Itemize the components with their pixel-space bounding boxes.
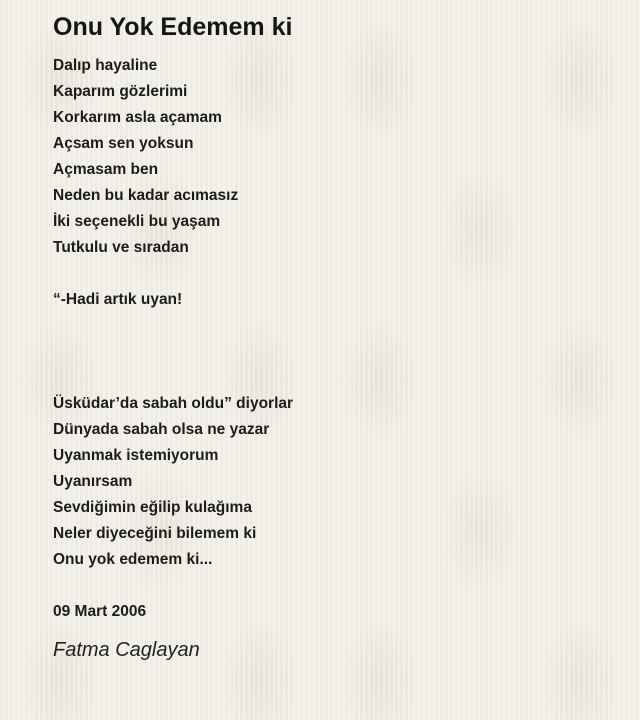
poem-author: Fatma Caglayan [53, 639, 200, 661]
poem-line: Uyanırsam [53, 473, 133, 490]
poem-line: Üsküdar’da sabah oldu” diyorlar [53, 395, 294, 412]
poem-line: Neler diyeceğini bilemem ki [53, 525, 257, 542]
poem-date: 09 Mart 2006 [53, 603, 147, 620]
stanza-2 [53, 287, 613, 313]
poem-line: Kaparım gözlerimi [53, 83, 188, 100]
poem-line: Neden bu kadar acımasız [53, 187, 239, 204]
stanza-3 [53, 391, 613, 573]
stanza-break [53, 261, 613, 287]
poem-line: Onu yok edemem ki... [53, 551, 213, 568]
stanza-break-large [53, 313, 613, 391]
stanza-1 [53, 53, 613, 261]
poem-body [53, 53, 613, 573]
poem-line: İki seçenekli bu yaşam [53, 213, 221, 230]
poem-page [53, 12, 613, 663]
poem-line: Sevdiğimin eğilip kulağıma [53, 499, 252, 516]
poem-line: Korkarım asla açamam [53, 109, 222, 126]
poem-line: Açsam sen yoksun [53, 135, 194, 152]
poem-line: Uyanmak istemiyorum [53, 447, 219, 464]
poem-line: Açmasam ben [53, 161, 159, 178]
poem-line: “-Hadi artık uyan! [53, 291, 183, 308]
poem-title: Onu Yok Edemem ki [53, 13, 293, 41]
poem-line: Dalıp hayaline [53, 57, 158, 74]
poem-line: Tutkulu ve sıradan [53, 239, 189, 256]
poem-line: Dünyada sabah olsa ne yazar [53, 421, 270, 438]
